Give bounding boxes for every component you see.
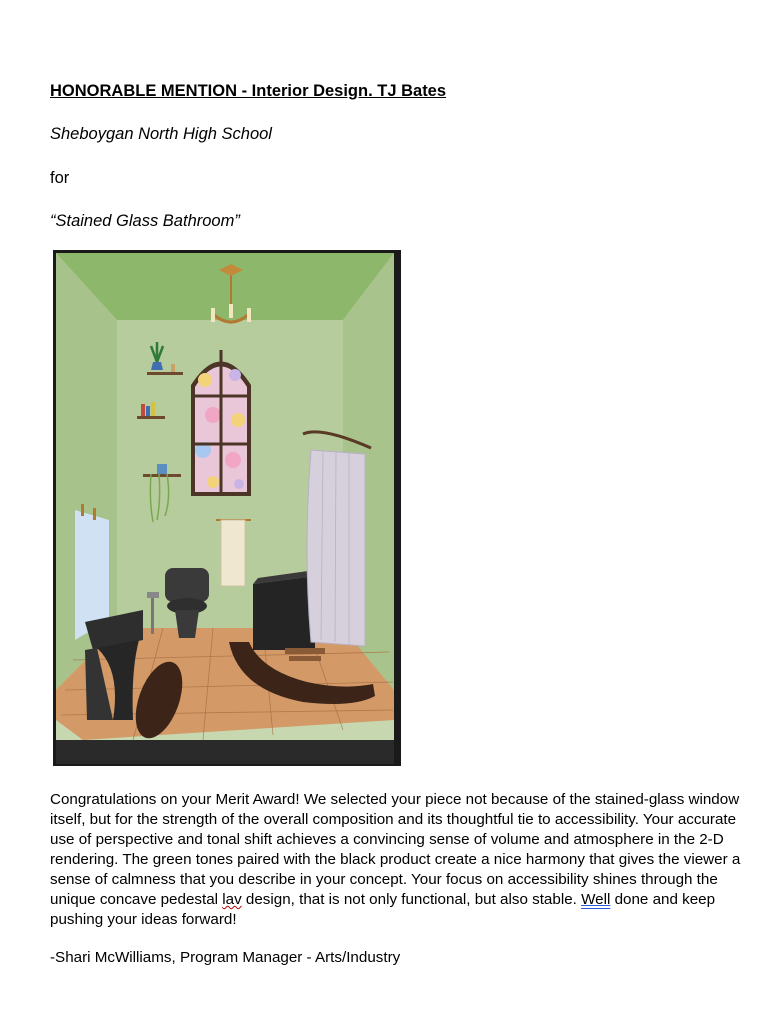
critique-paragraph (50, 790, 745, 930)
for-label: for (50, 169, 70, 187)
critique-part-1: Congratulations on your Merit Award! We selected your piece not because of the stained-glass window itself, but for the strength of the overall composition and its thoughtful tie to accessibility. Your accurate use of perspective and tonal shift achieves a convincing sense of volume and atmosphere in the 2-D rendering. The green tones paired with the black product create a nice harmony that gives the viewer a sense of calmness that you describe in your concept. Your focus on accessibility shines through the unique concave pedestal (50, 791, 741, 908)
critique-part-2: design, that is not only functional, but also stable. (241, 891, 582, 908)
bathtub (253, 570, 315, 650)
spellcheck-word-lav: lav (222, 891, 242, 908)
frame-bottom (56, 740, 394, 764)
school-name: Sheboygan North High School (50, 125, 272, 143)
signature-line: -Shari McWilliams, Program Manager - Arts/Industry (50, 949, 401, 966)
artwork-title: “Stained Glass Bathroom” (50, 212, 240, 230)
critique-part-3: done and keep pushing your ideas forward! (50, 891, 716, 928)
grammar-word-well: Well (581, 891, 611, 908)
bathroom-drawing (53, 250, 401, 766)
award-title: HONORABLE MENTION - Interior Design. TJ Bates (50, 82, 447, 100)
artwork-image (53, 250, 401, 766)
